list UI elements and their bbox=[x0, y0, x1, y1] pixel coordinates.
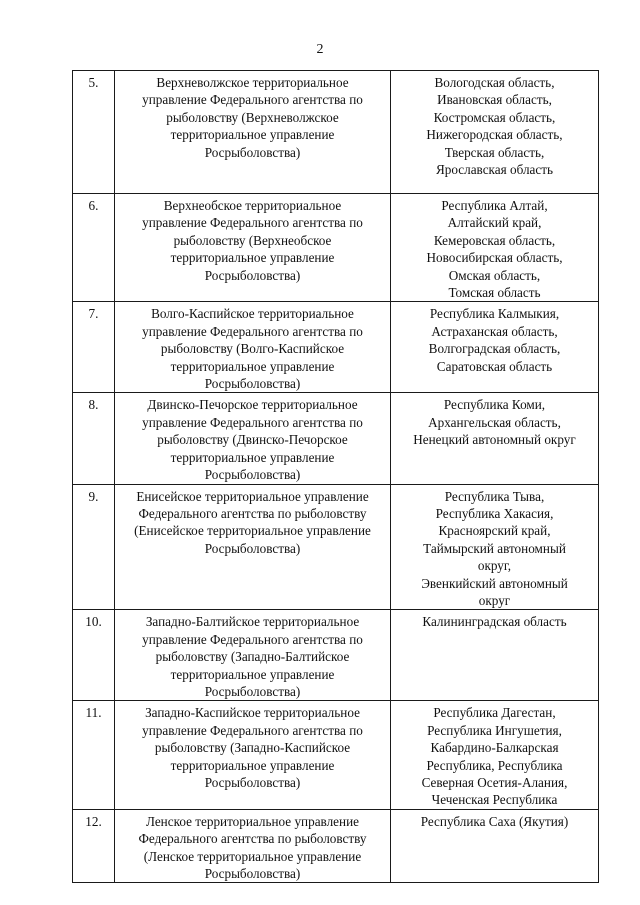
authority-name bbox=[115, 610, 391, 701]
region-line: Алтайский край, bbox=[447, 215, 542, 231]
authority-line: рыболовству (Западно-Балтийское bbox=[155, 649, 350, 665]
region-line: Тверская область, bbox=[444, 144, 545, 160]
regions-list bbox=[391, 302, 599, 393]
region-line: Республика Коми, bbox=[443, 397, 546, 413]
table-body bbox=[73, 71, 599, 883]
row-number: 8. bbox=[73, 393, 115, 484]
authority-line: управление Федерального агентства по bbox=[142, 414, 363, 430]
authority-line: Федерального агентства по рыболовству bbox=[138, 505, 367, 521]
region-line: Республика Саха (Якутия) bbox=[420, 813, 569, 829]
authority-name bbox=[115, 484, 391, 610]
region-line: Эвенкийский автономный bbox=[421, 575, 568, 591]
region-line: Республика Хакасия, bbox=[435, 505, 554, 521]
row-number: 5. bbox=[73, 71, 115, 194]
authority-line: Ленское территориальное управление bbox=[145, 813, 360, 829]
region-line: Кабардино-Балкарская bbox=[430, 740, 559, 756]
authority-name bbox=[115, 194, 391, 302]
row-number: 7. bbox=[73, 302, 115, 393]
authority-line: рыболовству (Двинско-Печорское bbox=[157, 432, 348, 448]
authority-line: Федерального агентства по рыболовству bbox=[138, 831, 367, 847]
region-line: Астраханская область, bbox=[431, 323, 558, 339]
authority-line: рыболовству (Верхнеобское bbox=[173, 232, 332, 248]
row-number: 9. bbox=[73, 484, 115, 610]
table-row bbox=[73, 71, 599, 194]
regions-list bbox=[391, 809, 599, 883]
authority-line: управление Федерального агентства по bbox=[142, 323, 363, 339]
authority-name bbox=[115, 701, 391, 809]
authority-line: Росрыболовства) bbox=[204, 775, 301, 790]
authority-line: управление Федерального агентства по bbox=[142, 92, 363, 108]
regions-list bbox=[391, 484, 599, 610]
region-line: Республика Ингушетия, bbox=[427, 722, 562, 738]
authority-line: Верхневолжское территориальное bbox=[156, 75, 349, 90]
authority-line: рыболовству (Волго-Каспийское bbox=[160, 341, 345, 357]
authority-line: Росрыболовства) bbox=[204, 683, 301, 699]
authority-line: Западно-Балтийское территориальное bbox=[145, 614, 360, 630]
table-row bbox=[73, 302, 599, 393]
regions-list bbox=[391, 393, 599, 484]
region-line: Омская область, bbox=[448, 267, 541, 283]
authority-line: Росрыболовства) bbox=[204, 540, 301, 556]
region-line: Республика, Республика bbox=[426, 757, 563, 773]
region-line: Ивановская область, bbox=[437, 92, 552, 108]
region-line: округ, bbox=[477, 558, 512, 574]
regions-list bbox=[391, 610, 599, 701]
authority-name bbox=[115, 302, 391, 393]
region-line: Республика Калмыкия, bbox=[429, 306, 560, 322]
authority-line: рыболовству (Верхневолжское bbox=[166, 109, 339, 125]
table-row bbox=[73, 484, 599, 610]
authority-line: рыболовству (Западно-Каспийское bbox=[154, 740, 351, 756]
table-row bbox=[73, 701, 599, 809]
region-line: Северная Осетия-Алания, bbox=[421, 775, 568, 790]
region-line: Чеченская Республика bbox=[431, 792, 558, 808]
page-number: 2 bbox=[316, 42, 324, 57]
region-line: Новосибирская область, bbox=[426, 250, 563, 266]
authority-line: управление Федерального агентства по bbox=[142, 215, 363, 231]
authority-line: (Ленское территориальное управление bbox=[143, 848, 362, 864]
region-line: Республика Алтай, bbox=[441, 198, 548, 213]
region-line: Красноярский край, bbox=[438, 523, 551, 539]
authority-line: Двинско-Печорское территориальное bbox=[147, 397, 358, 413]
authority-line: территориальное управление bbox=[170, 358, 335, 374]
authority-line: Росрыболовства) bbox=[204, 866, 301, 882]
authority-line: Енисейское территориальное управление bbox=[136, 488, 369, 504]
authority-line: Волго-Каспийское территориальное bbox=[151, 306, 354, 322]
region-line: Ненецкий автономный округ bbox=[413, 432, 576, 448]
authority-line: Росрыболовства) bbox=[204, 144, 301, 160]
authority-line: Верхнеобское территориальное bbox=[163, 198, 342, 213]
authority-line: Росрыболовства) bbox=[204, 267, 301, 283]
region-line: Нижегородская область, bbox=[426, 127, 563, 143]
regions-list bbox=[391, 71, 599, 194]
region-line: Республика Тыва, bbox=[444, 488, 545, 504]
row-number: 6. bbox=[73, 194, 115, 302]
region-line: Республика Дагестан, bbox=[433, 705, 556, 721]
authority-name bbox=[115, 393, 391, 484]
region-line: Ярославская область bbox=[435, 162, 554, 178]
region-line: округ bbox=[478, 592, 511, 608]
row-number: 12. bbox=[73, 809, 115, 883]
authority-line: Росрыболовства) bbox=[204, 467, 301, 483]
authority-line: территориальное управление bbox=[170, 666, 335, 682]
region-line: Волгоградская область, bbox=[428, 341, 561, 357]
regions-list bbox=[391, 194, 599, 302]
region-line: Кемеровская область, bbox=[433, 232, 556, 248]
region-line: Калининградская область bbox=[422, 614, 567, 630]
row-number: 10. bbox=[73, 610, 115, 701]
authority-name bbox=[115, 809, 391, 883]
authority-line: территориальное управление bbox=[170, 449, 335, 465]
region-line: Вологодская область, bbox=[434, 75, 555, 90]
regions-list bbox=[391, 701, 599, 809]
table-row bbox=[73, 393, 599, 484]
region-line: Таймырский автономный bbox=[423, 540, 566, 556]
authority-line: (Енисейское территориальное управление bbox=[134, 523, 371, 539]
authority-name bbox=[115, 71, 391, 194]
authority-line: Западно-Каспийское территориальное bbox=[145, 705, 360, 721]
agency-table bbox=[72, 70, 599, 883]
authority-line: управление Федерального агентства по bbox=[142, 722, 363, 738]
authority-line: Росрыболовства) bbox=[204, 376, 301, 392]
table-row bbox=[73, 809, 599, 883]
row-number: 11. bbox=[73, 701, 115, 809]
region-line: Костромская область, bbox=[433, 109, 556, 125]
table-row bbox=[73, 610, 599, 701]
authority-line: территориальное управление bbox=[170, 127, 335, 143]
region-line: Томская область bbox=[448, 285, 541, 301]
region-line: Саратовская область bbox=[436, 358, 553, 374]
authority-line: управление Федерального агентства по bbox=[142, 631, 363, 647]
table-row bbox=[73, 194, 599, 302]
authority-line: территориальное управление bbox=[170, 757, 335, 773]
region-line: Архангельская область, bbox=[428, 414, 561, 430]
authority-line: территориальное управление bbox=[170, 250, 335, 266]
